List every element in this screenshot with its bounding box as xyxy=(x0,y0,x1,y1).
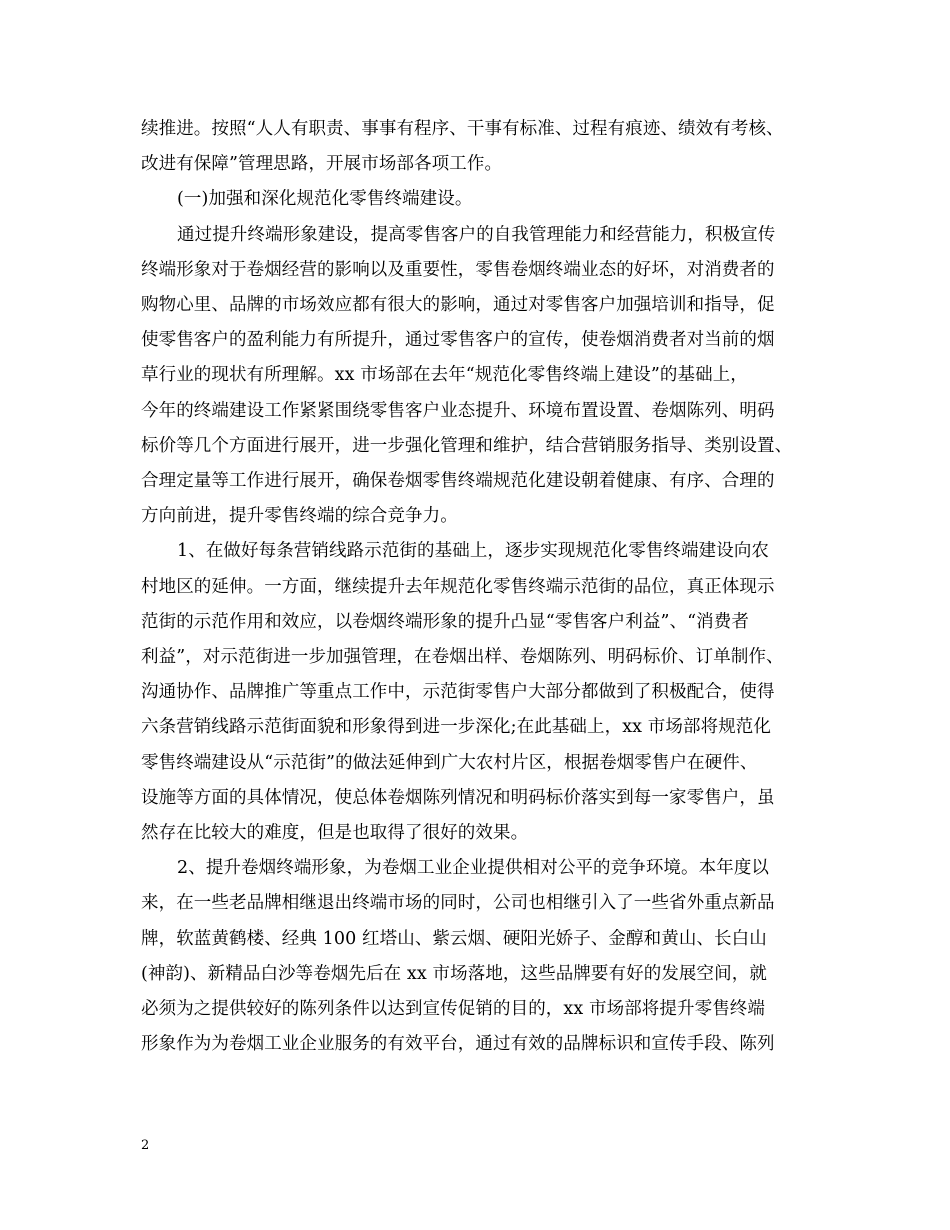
text-line: 使零售客户的盈利能力有所提升，通过零售客户的宣传，使卷烟消费者对当前的烟 xyxy=(141,330,775,350)
text-line: 然存在比较大的难度，但是也取得了很好的效果。 xyxy=(141,823,529,843)
text-line: 通过提升终端形象建设，提高零售客户的自我管理能力和经营能力，积极宣传 xyxy=(177,225,776,245)
page-number: 2 xyxy=(141,1138,150,1153)
text-line: 草行业的现状有所理解。xx 市场部在去年“规范化零售终端上建设”的基础上， xyxy=(141,365,748,385)
text-line: 2、提升卷烟终端形象，为卷烟工业企业提供相对公平的竞争环境。本年度以 xyxy=(177,858,770,878)
text-line: (一)加强和深化规范化零售终端建设。 xyxy=(177,189,473,209)
text-line: 合理定量等工作进行展开，确保卷烟零售终端规范化建设朝着健康、有序、合理的 xyxy=(141,471,775,491)
text-line: 今年的终端建设工作紧紧围绕零售客户业态提升、环境布置设置、卷烟陈列、明码 xyxy=(141,401,775,421)
text-line: 终端形象对于卷烟经营的影响以及重要性，零售卷烟终端业态的好坏，对消费者的 xyxy=(141,260,775,280)
text-line: 零售终端建设从“示范街”的做法延伸到广大农村片区，根据卷烟零售户在硬件、 xyxy=(141,753,758,773)
text-line: 方向前进，提升零售终端的综合竞争力。 xyxy=(141,506,458,526)
text-line: 购物心里、品牌的市场效应都有很大的影响，通过对零售客户加强培训和指导，促 xyxy=(141,295,775,315)
text-line: 村地区的延伸。一方面，继续提升去年规范化零售终端示范街的品位，真正体现示 xyxy=(141,577,775,597)
text-line: 标价等几个方面进行展开，进一步强化管理和维护，结合营销服务指导、类别设置、 xyxy=(141,436,793,456)
text-line: 来，在一些老品牌相继退出终端市场的同时，公司也相继引入了一些省外重点新品 xyxy=(141,893,775,913)
text-line: 必须为之提供较好的陈列条件以达到宣传促销的目的，xx 市场部将提升零售终端 xyxy=(141,999,765,1019)
text-line: 范街的示范作用和效应，以卷烟终端形象的提升凸显“零售客户利益”、“消费者 xyxy=(141,612,749,632)
text-line: 设施等方面的具体情况，使总体卷烟陈列情况和明码标价落实到每一家零售户，虽 xyxy=(141,788,775,808)
text-line: 牌，软蓝黄鹤楼、经典 100 红塔山、紫云烟、硬阳光娇子、金醇和黄山、长白山 xyxy=(141,929,767,949)
text-line: 1、在做好每条营销线路示范街的基础上，逐步实现规范化零售终端建设向农 xyxy=(177,541,770,561)
text-line: (神韵)、新精品白沙等卷烟先后在 xx 市场落地，这些品牌要有好的发展空间，就 xyxy=(141,964,767,984)
text-line: 六条营销线路示范街面貌和形象得到进一步深化;在此基础上，xx 市场部将规范化 xyxy=(141,717,771,737)
text-line: 利益”，对示范街进一步加强管理，在卷烟出样、卷烟陈列、明码标价、订单制作、 xyxy=(141,647,784,667)
text-line: 续推进。按照“人人有职责、事事有程序、干事有标准、过程有痕迹、绩效有考核、 xyxy=(141,119,784,139)
text-line: 沟通协作、品牌推广等重点工作中，示范街零售户大部分都做到了积极配合，使得 xyxy=(141,682,775,702)
text-line: 形象作为为卷烟工业企业服务的有效平台，通过有效的品牌标识和宣传手段、陈列 xyxy=(141,1034,775,1054)
text-line: 改进有保障”管理思路，开展市场部各项工作。 xyxy=(141,154,503,174)
